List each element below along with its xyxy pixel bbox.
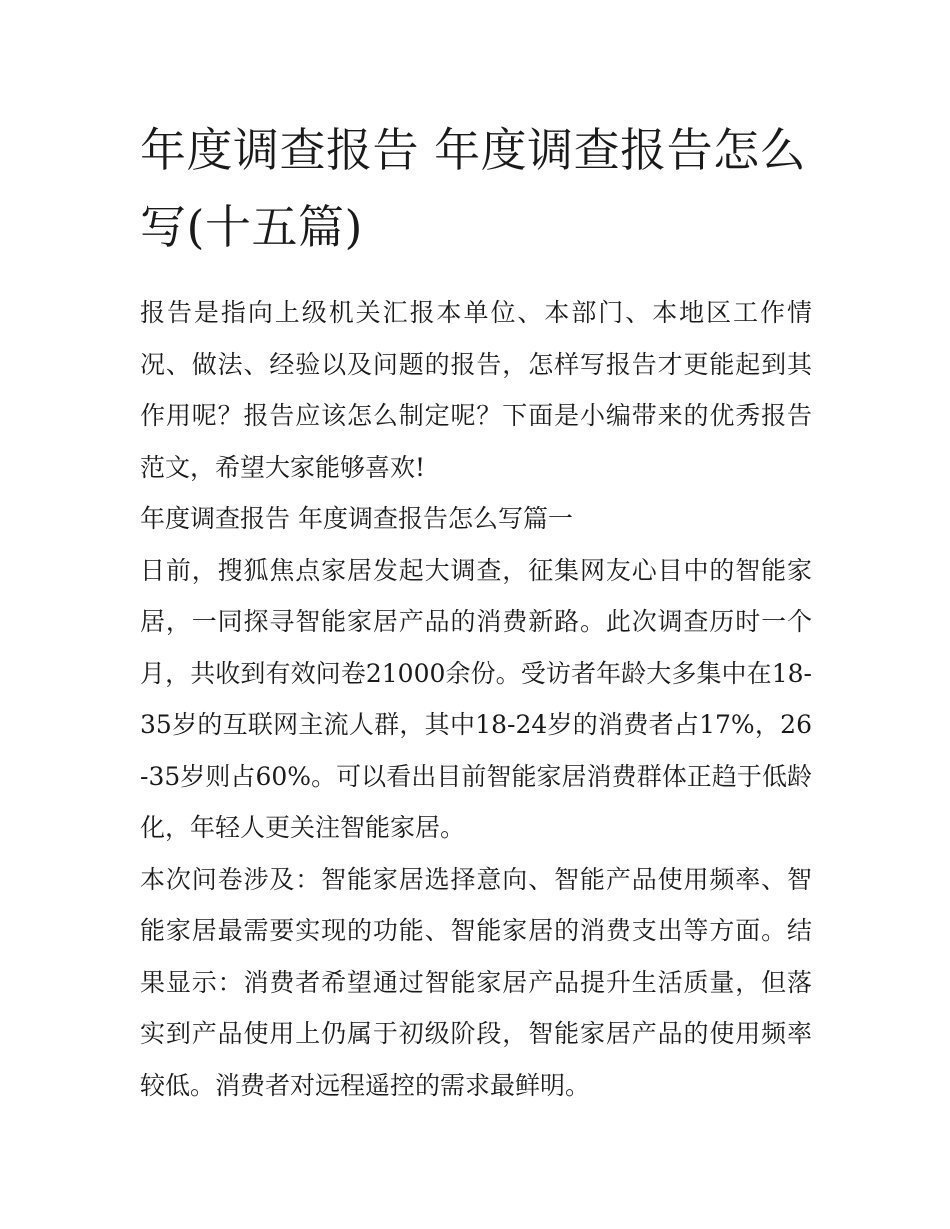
intro-paragraph: 报告是指向上级机关汇报本单位、本部门、本地区工作情况、做法、经验以及问题的报告，怎样写报告才更能起到其作用呢？报告应该怎么制定呢？下面是小编带来的优秀报告范文，希望大家能够喜欢! (140, 298, 812, 482)
body-paragraph: 日前，搜狐焦点家居发起大调查，征集网友心目中的智能家居，一同探寻智能家居产品的消费新路。此次调查历时一个月，共收到有效问卷21000余份。受访者年龄大多集中在18-35岁的互联网主流人群，其中18-24岁的消费者占17%，26-35岁则占60%。可以看出目前智能家居消费群体正趋于低龄化，年轻人更关注智能家居。 (140, 555, 812, 842)
document-title: 年度调查报告 年度调查报告怎么写(十五篇) (140, 123, 807, 254)
section-heading: 年度调查报告 年度调查报告怎么写篇一 (140, 504, 573, 533)
document-body (140, 112, 812, 1111)
body-paragraph: 本次问卷涉及：智能家居选择意向、智能产品使用频率、智能家居最需要实现的功能、智能家居的消费支出等方面。结果显示：消费者希望通过智能家居产品提升生活质量，但落实到产品使用上仍属于初级阶段，智能家居产品的使用频率较低。消费者对远程遥控的需求最鲜明。 (140, 864, 812, 1100)
